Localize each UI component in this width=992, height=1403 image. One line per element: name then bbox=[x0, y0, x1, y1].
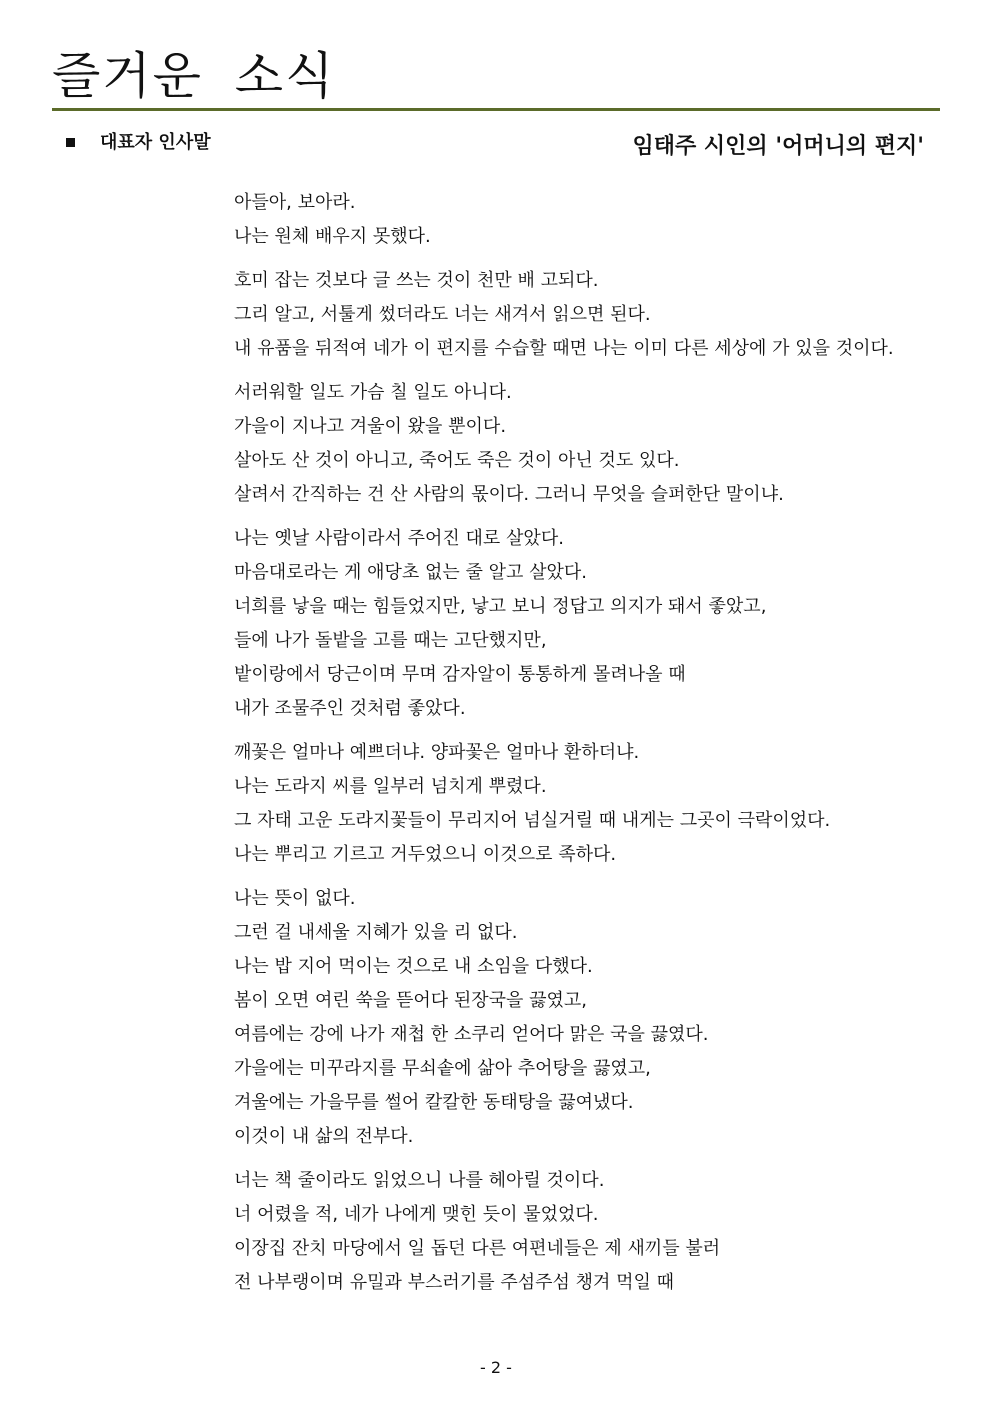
square-bullet-icon bbox=[66, 138, 75, 147]
poem-line: 이것이 내 삶의 전부다. bbox=[234, 1126, 414, 1147]
poem-line: 가을에는 미꾸라지를 무쇠솥에 삶아 추어탕을 끓였고, bbox=[234, 1058, 651, 1079]
poem-stanza bbox=[234, 1164, 930, 1300]
poem-line: 나는 뿌리고 기르고 거두었으니 이것으로 족하다. bbox=[234, 844, 617, 865]
poem-line: 아들아, 보아라. bbox=[234, 192, 356, 213]
poem-line: 나는 밥 지어 먹이는 것으로 내 소임을 다했다. bbox=[234, 956, 593, 977]
poem-line: 밭이랑에서 당근이며 무며 감자알이 통통하게 몰려나올 때 bbox=[234, 664, 686, 685]
poem-stanza bbox=[234, 882, 930, 1154]
poem-stanza bbox=[234, 736, 930, 872]
header-divider bbox=[52, 108, 940, 111]
poem-line: 나는 옛날 사람이라서 주어진 대로 살았다. bbox=[234, 528, 564, 549]
poem-line: 나는 원체 배우지 못했다. bbox=[234, 226, 431, 247]
section-label: 대표자 인사말 bbox=[100, 132, 211, 153]
poem-line: 겨울에는 가을무를 썰어 칼칼한 동태탕을 끓여냈다. bbox=[234, 1092, 634, 1113]
poem-line: 봄이 오면 여린 쑥을 뜯어다 된장국을 끓였고, bbox=[234, 990, 588, 1011]
poem-line: 들에 나가 돌밭을 고를 때는 고단했지만, bbox=[234, 630, 547, 651]
poem-line: 너는 책 줄이라도 읽었으니 나를 헤아릴 것이다. bbox=[234, 1170, 605, 1191]
section-heading-row bbox=[62, 128, 930, 164]
poem-line: 그리 알고, 서툴게 썼더라도 너는 새겨서 읽으면 된다. bbox=[234, 304, 651, 325]
poem-line: 호미 잡는 것보다 글 쓰는 것이 천만 배 고되다. bbox=[234, 270, 599, 291]
poem-line: 전 나부랭이며 유밀과 부스러기를 주섬주섬 챙겨 먹일 때 bbox=[234, 1272, 674, 1293]
poem-stanza bbox=[234, 264, 930, 366]
poem-line: 가을이 지나고 겨울이 왔을 뿐이다. bbox=[234, 416, 507, 437]
poem-stanza bbox=[234, 186, 930, 254]
poem-line: 살려서 간직하는 건 산 사람의 몫이다. 그러니 무엇을 슬퍼한단 말이냐. bbox=[234, 484, 784, 505]
page-header-title: 즐거운 소식 bbox=[52, 47, 336, 105]
poem-line: 살아도 산 것이 아니고, 죽어도 죽은 것이 아닌 것도 있다. bbox=[234, 450, 680, 471]
article-title: 임태주 시인의 '어머니의 편지' bbox=[632, 134, 924, 159]
poem-stanza bbox=[234, 522, 930, 726]
poem-line: 마음대로라는 게 애당초 없는 줄 알고 살았다. bbox=[234, 562, 588, 583]
poem-line: 나는 도라지 씨를 일부러 넘치게 뿌렸다. bbox=[234, 776, 547, 797]
poem-stanza bbox=[234, 376, 930, 512]
poem-line: 내 유품을 뒤적여 네가 이 편지를 수습할 때면 나는 이미 다른 세상에 가 있을 것이다. bbox=[234, 338, 894, 359]
page-number: - 2 - bbox=[480, 1358, 512, 1377]
poem-body bbox=[234, 186, 930, 1310]
poem-line: 여름에는 강에 나가 재첩 한 소쿠리 얻어다 맑은 국을 끓였다. bbox=[234, 1024, 709, 1045]
poem-line: 너희를 낳을 때는 힘들었지만, 낳고 보니 정답고 의지가 돼서 좋았고, bbox=[234, 596, 767, 617]
poem-line: 나는 뜻이 없다. bbox=[234, 888, 356, 909]
poem-line: 이장집 잔치 마당에서 일 돕던 다른 여편네들은 제 새끼들 불러 bbox=[234, 1238, 721, 1259]
poem-line: 내가 조물주인 것처럼 좋았다. bbox=[234, 698, 466, 719]
poem-line: 그 자태 고운 도라지꽃들이 무리지어 넘실거릴 때 내게는 그곳이 극락이었다. bbox=[234, 810, 831, 831]
poem-line: 서러워할 일도 가슴 칠 일도 아니다. bbox=[234, 382, 512, 403]
poem-line: 너 어렸을 적, 네가 나에게 맺힌 듯이 물었었다. bbox=[234, 1204, 599, 1225]
poem-line: 그런 걸 내세울 지혜가 있을 리 없다. bbox=[234, 922, 518, 943]
poem-line: 깨꽃은 얼마나 예쁘더냐. 양파꽃은 얼마나 환하더냐. bbox=[234, 742, 640, 763]
